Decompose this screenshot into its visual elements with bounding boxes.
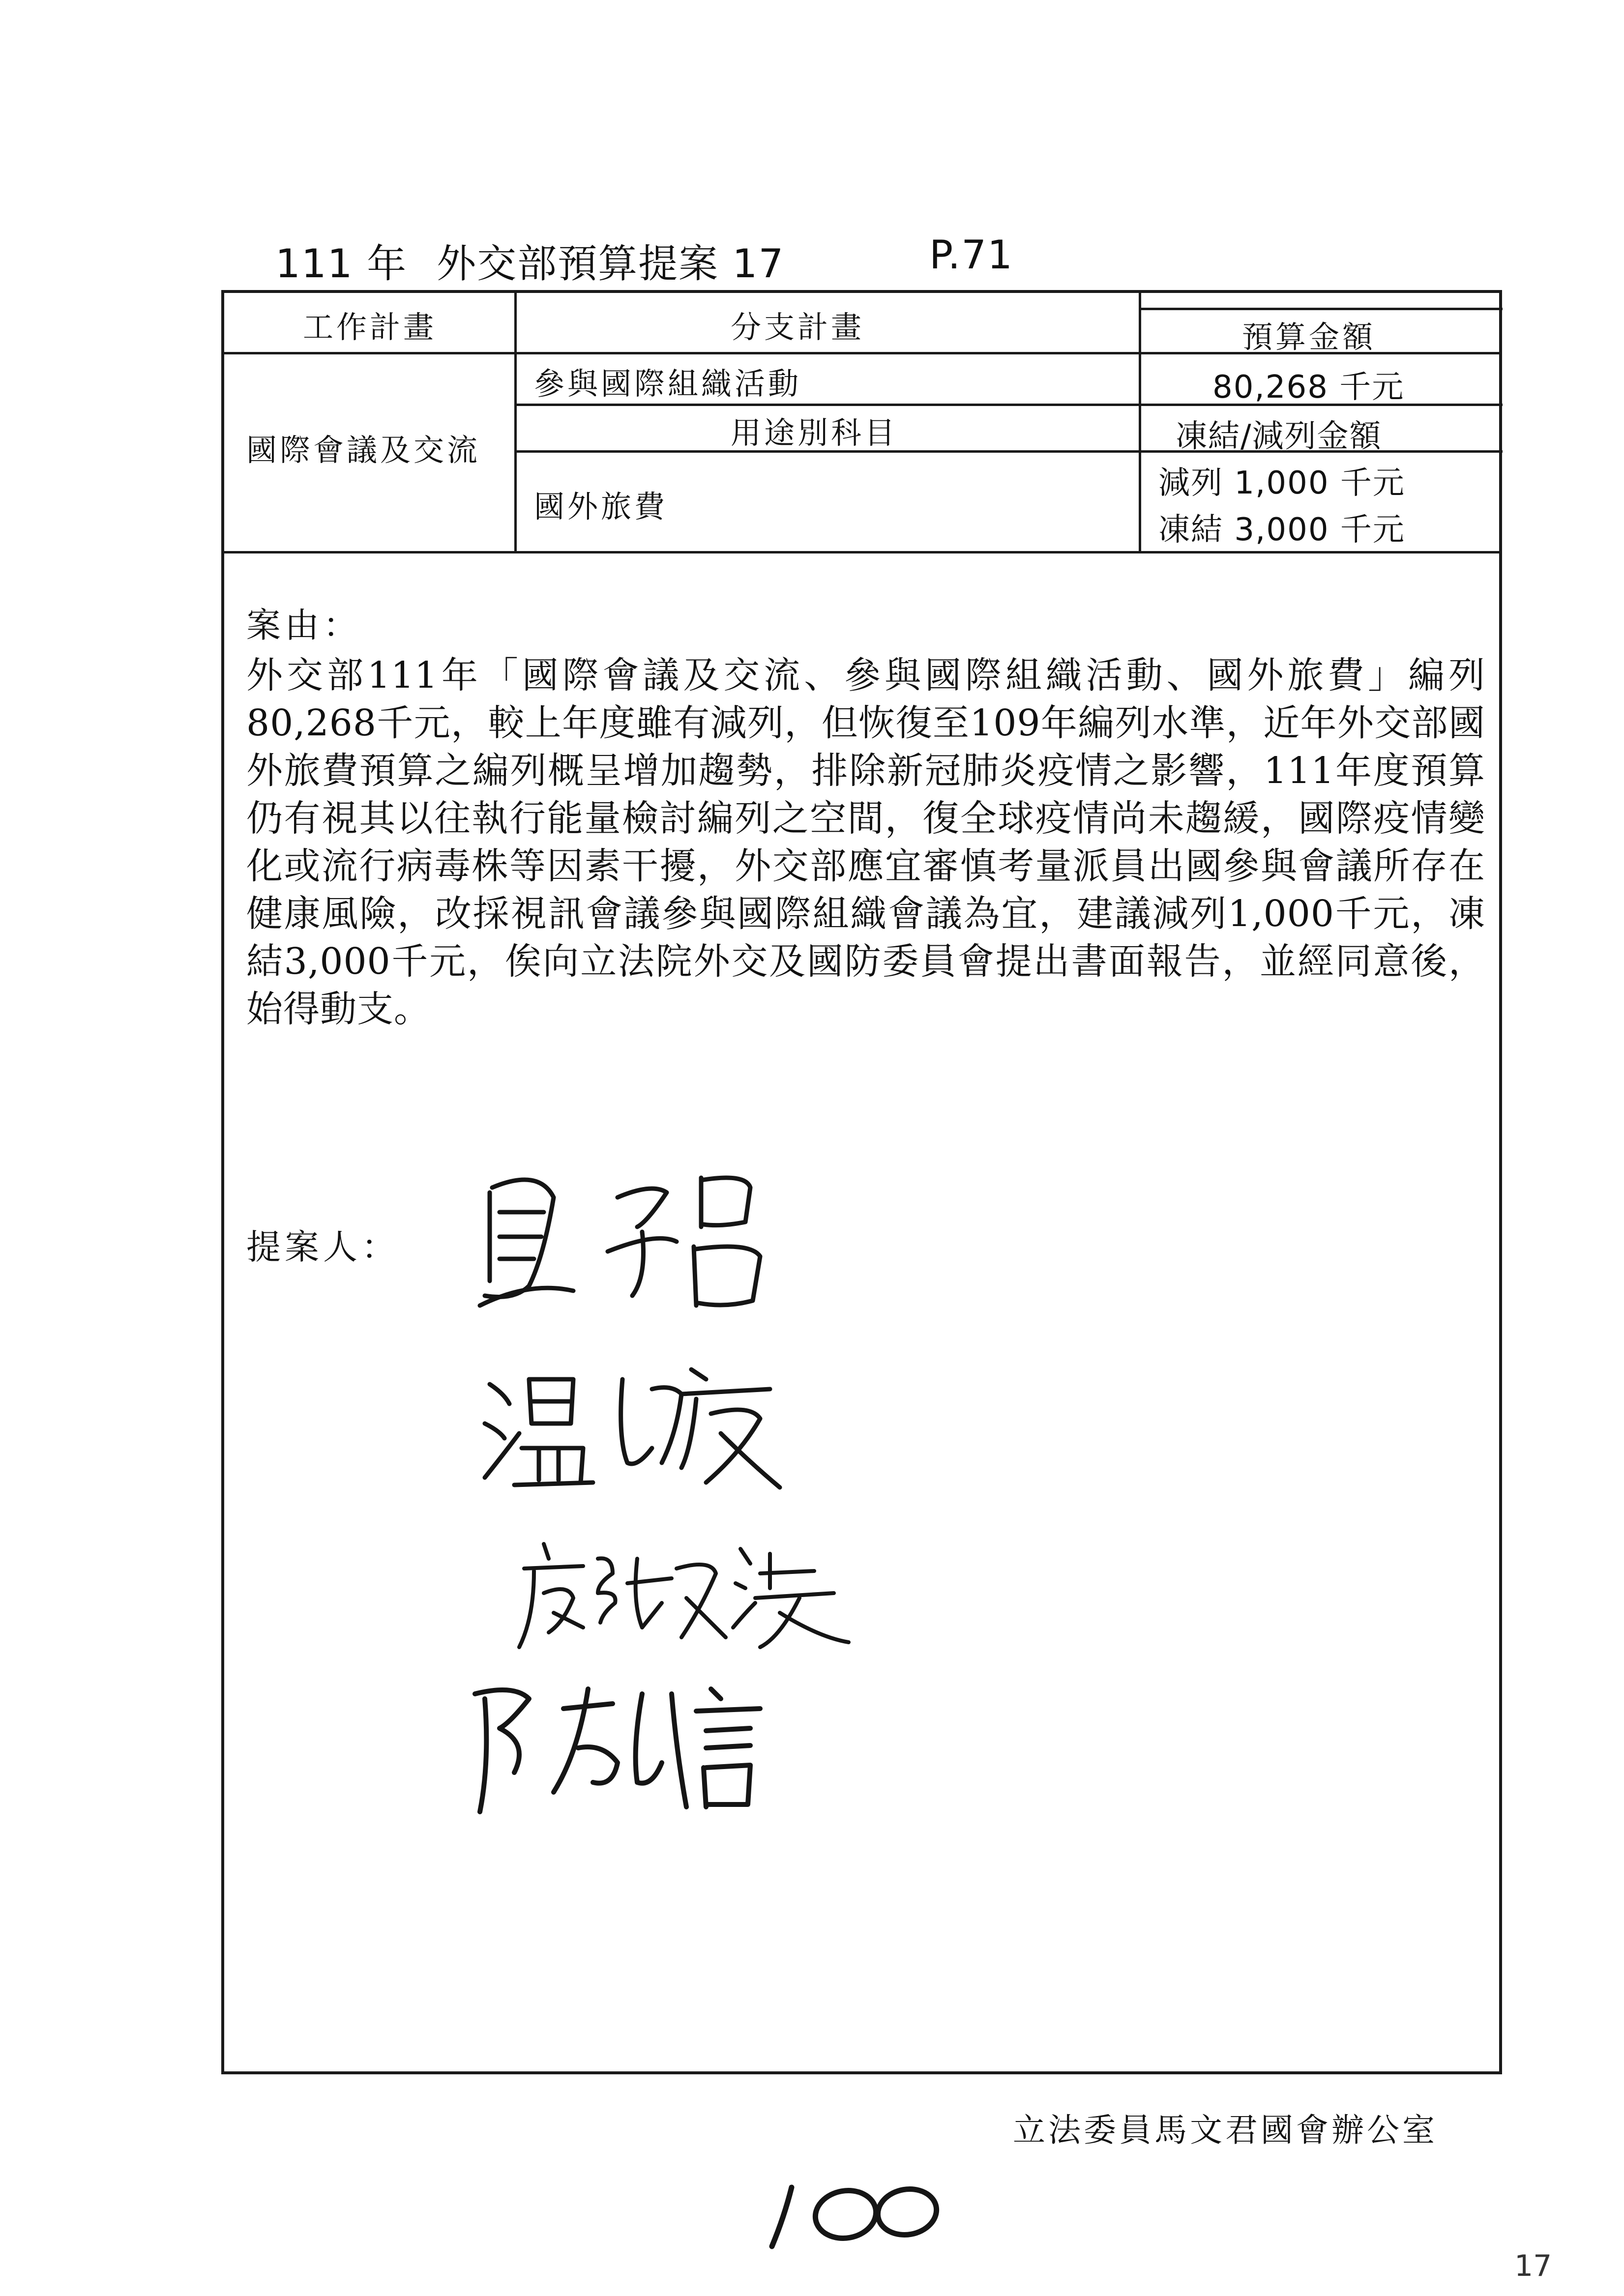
proposal-frame — [221, 290, 1502, 2074]
corner-mark: 17 — [1514, 2249, 1552, 2283]
col-header-purpose: 用途別科目 — [731, 415, 898, 451]
col-header-sub-plan: 分支計畫 — [731, 309, 865, 345]
signature-2 — [475, 1350, 790, 1497]
document-header — [275, 232, 1014, 289]
header-year: 111 年 — [275, 241, 408, 287]
col-header-budget: 預算金額 — [1242, 319, 1376, 355]
header-page-number: P.71 — [929, 232, 1014, 278]
office-name: 立法委員馬文君國會辦公室 — [1013, 2111, 1438, 2149]
purpose-value: 國外旅費 — [534, 489, 668, 524]
freeze-amount-value: 凍結 3,000 千元 — [1158, 512, 1405, 548]
signature-3 — [514, 1529, 858, 1657]
signature-1 — [470, 1158, 785, 1315]
col-header-freeze-cut: 凍結/減列金額 — [1176, 418, 1382, 455]
budget-amount-value: 80,268 千元 — [1212, 369, 1405, 406]
reason-label: 案由： — [246, 605, 361, 645]
budget-table — [224, 293, 1499, 553]
signature-4 — [455, 1664, 770, 1827]
sub-plan-value: 參與國際組織活動 — [534, 366, 802, 402]
reason-text: 外交部111年「國際會議及交流、參與國際組織活動、國外旅費」編列80,268千元，較上年度雖有減列，但恢復至109年編列水準，近年外交部國外旅費預算之編列概呈增加趨勢，排除新冠肺炎疫情之影響，111年度預算仍有視其以往執行能量檢討編列之空間，復全球疫情尚未趨緩，國際疫情變化或流行病毒株等因素干擾，外交部應宜審慎考量派員出國參與會議所存在健康風險，改採視訊會議參與國際組織會議為宜，建議減列1,000千元，凍結3,000千元，俟向立法院外交及國防委員會提出書面報告，並經同意後，始得動支。 — [246, 654, 1485, 1030]
handwritten-page-number — [757, 2168, 944, 2258]
col-header-work-plan: 工作計畫 — [303, 309, 437, 345]
proposer-label: 提案人： — [246, 1227, 400, 1267]
work-plan-value: 國際會議及交流 — [246, 432, 481, 468]
header-title: 外交部預算提案 17 — [437, 241, 785, 287]
cut-amount-value: 減列 1,000 千元 — [1158, 465, 1405, 501]
